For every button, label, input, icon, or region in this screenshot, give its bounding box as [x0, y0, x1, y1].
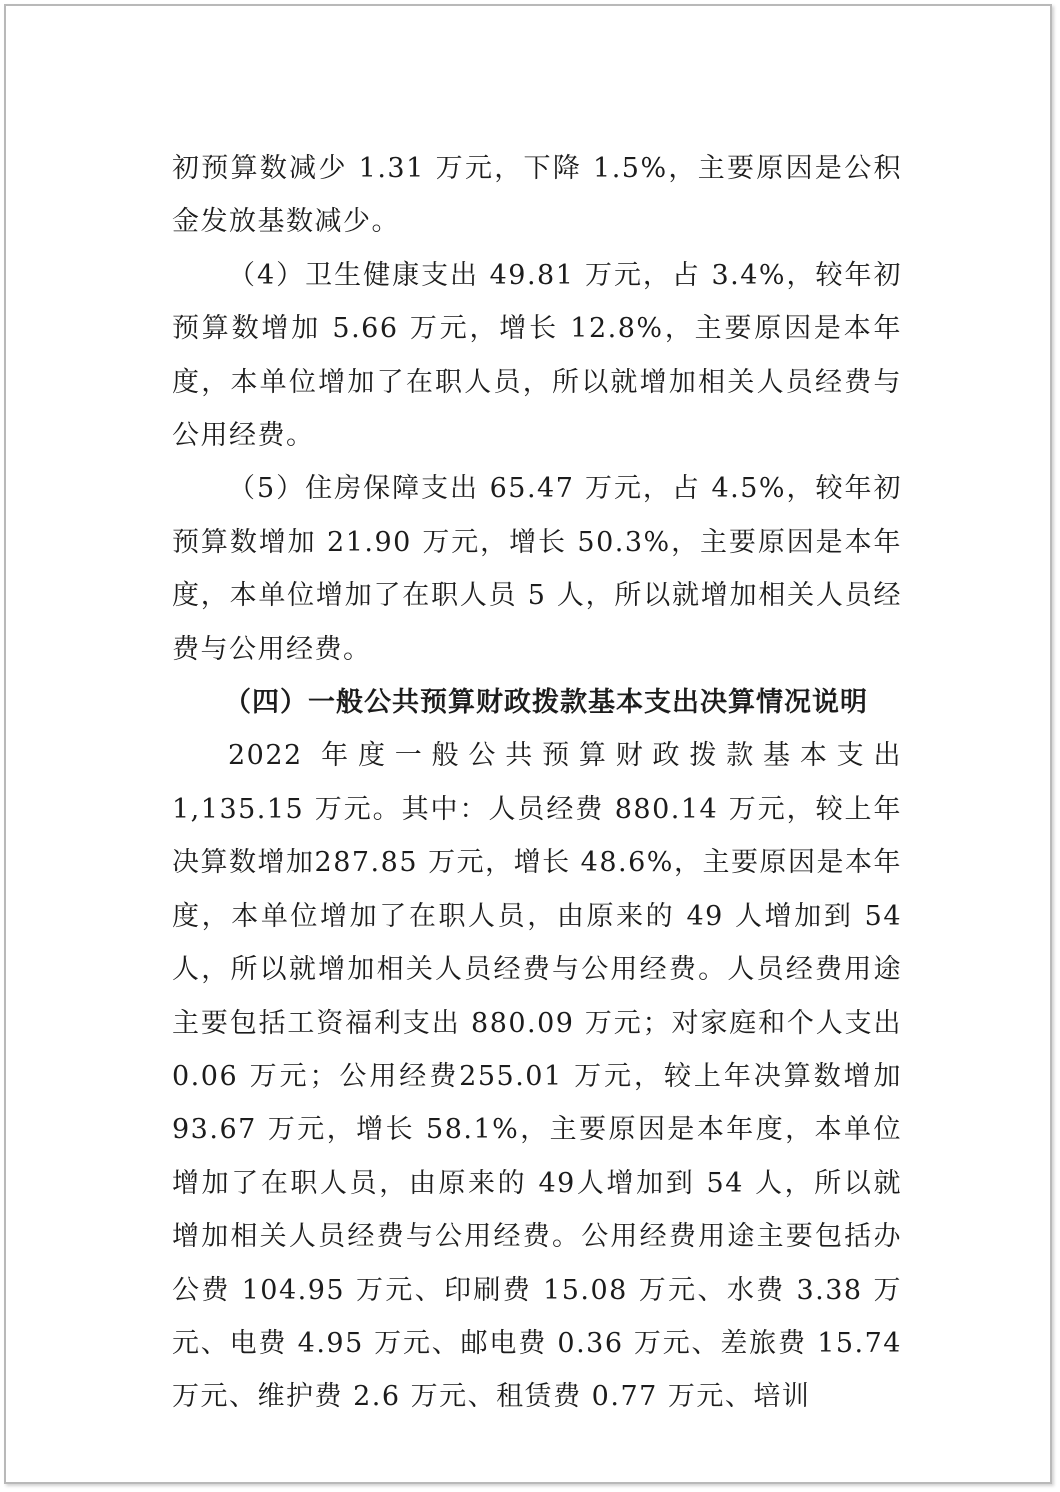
- paragraph-housing-security-expenditure: （5）住房保障支出 65.47 万元，占 4.5%，较年初预算数增加 21.90 万元，增长 50.3%，主要原因是本年度，本单位增加了在职人员 5 人，所以就增加相关人员经费与公用经费。: [172, 473, 902, 665]
- document-body: [172, 142, 902, 1424]
- paragraph-health-expenditure: （4）卫生健康支出 49.81 万元，占 3.4%，较年初预算数增加 5.66 万元，增长 12.8%，主要原因是本年度，本单位增加了在职人员，所以就增加相关人员经费与公用经费。: [172, 259, 902, 452]
- paragraph-housing-fund-decrease: 初预算数减少 1.31 万元，下降 1.5%，主要原因是公积金发放基数减少。: [172, 153, 902, 238]
- paragraph-basic-expenditure-details: 2022 年度一般公共预算财政拨款基本支出 1,135.15 万元。其中：人员经费 880.14 万元，较上年决算数增加287.85 万元，增长 48.6%，主要原因是本年度，本单位增加了在职人员，由原来的 49 人增加到 54 人，所以就增加相关人员经费与公用经费。人员经费用途主要包括工资福利支出 880.09 万元；对家庭和个人支出 0.06 万元；公用经费255.01 万元，较上年决算数增加 93.67 万元，增长 58.1%，主要原因是本年度，本单位增加了在职人员，由原来的 49人增加到 54 人，所以就增加相关人员经费与公用经费。公用经费用途主要包括办公费 104.95 万元、印刷费 15.08 万元、水费 3.38 万元、电费 4.95 万元、邮电费 0.36 万元、差旅费 15.74 万元、维护费 2.6 万元、租赁费 0.77 万元、培训: [172, 740, 902, 1413]
- section-heading-basic-expenditure: （四）一般公共预算财政拨款基本支出决算情况说明: [224, 687, 868, 719]
- document-page: [4, 4, 1052, 1484]
